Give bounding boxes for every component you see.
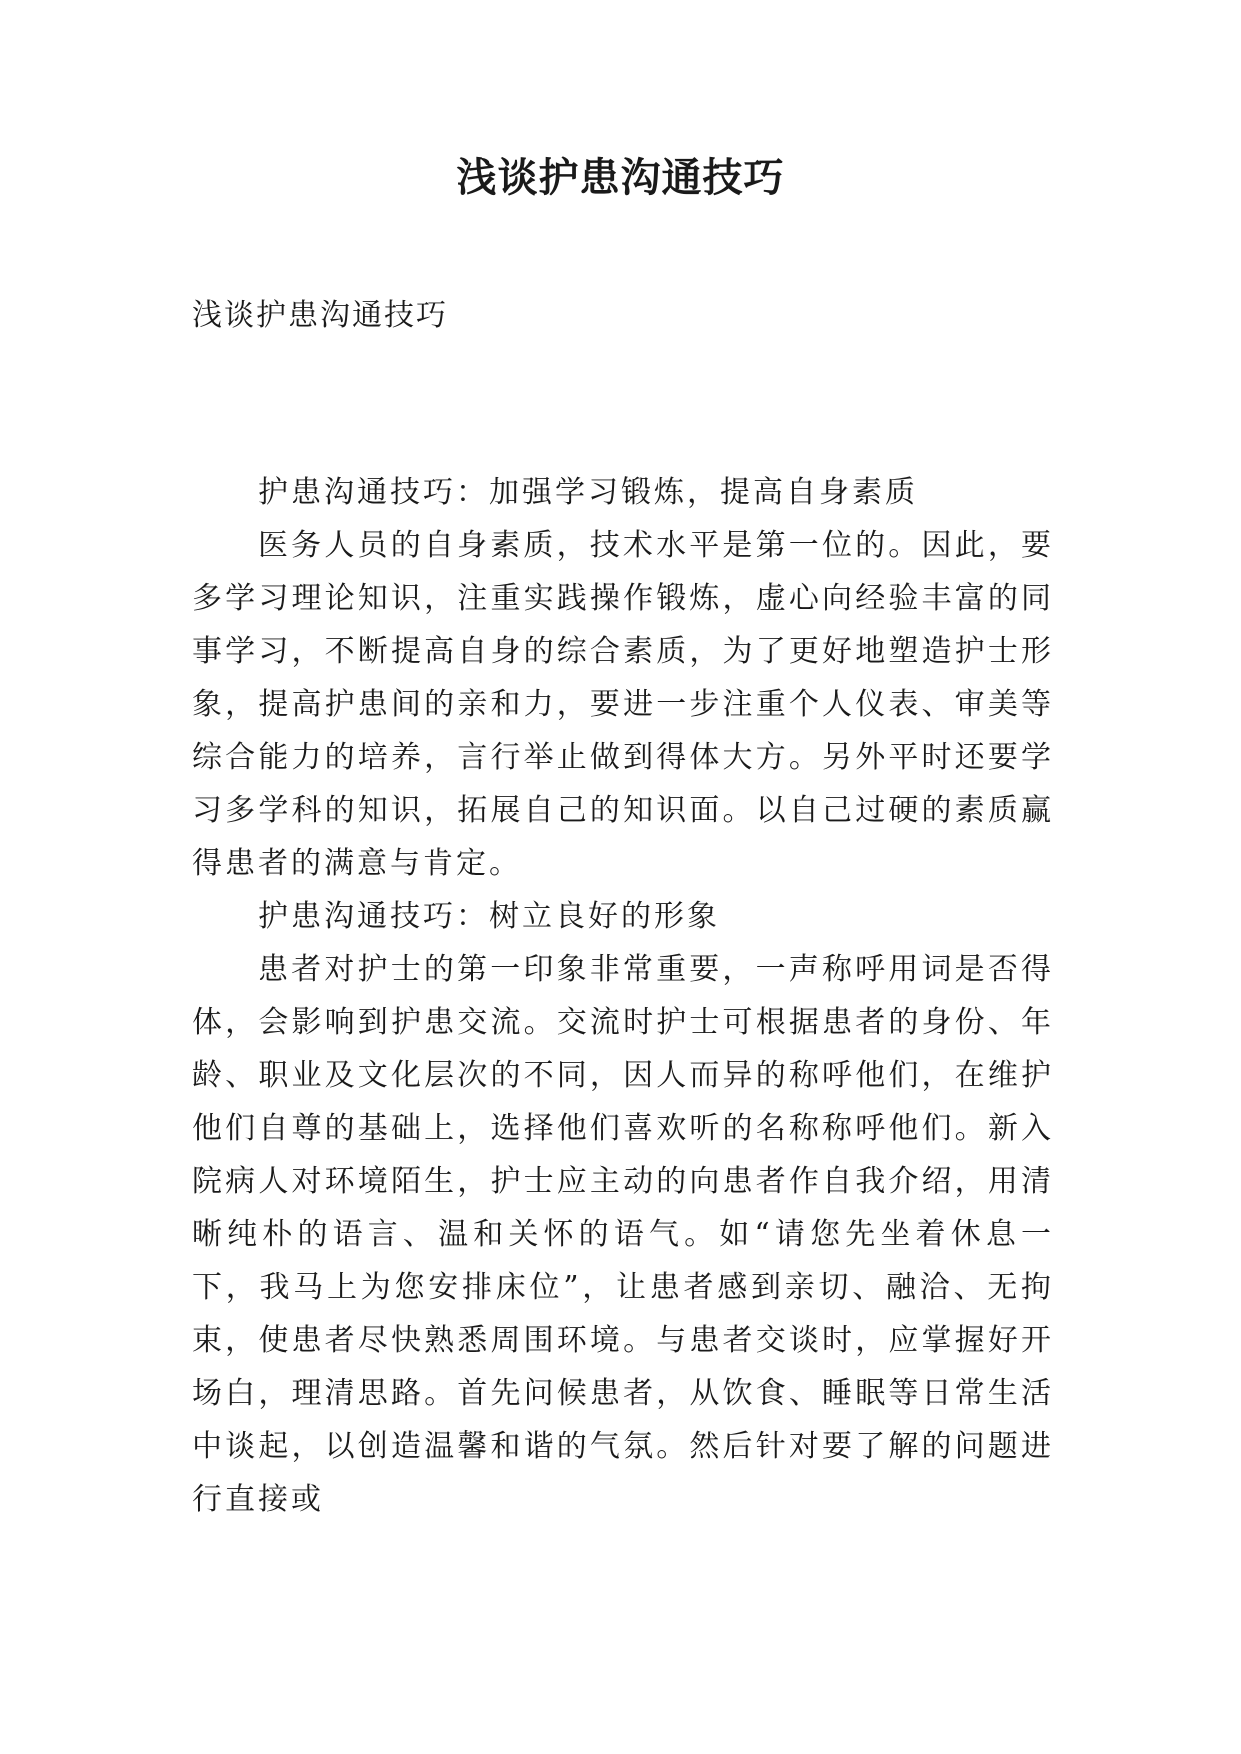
body-paragraph: 患者对护士的第一印象非常重要，一声称呼用词是否得体，会影响到护患交流。交流时护士可根据患者的身份、年龄、职业及文化层次的不同，因人而异的称呼他们，在维护他们自尊的基础上，选择他们喜欢听的名称称呼他们。新入院病人对环境陌生，护士应主动的向患者作自我介绍，用清晰纯朴的语言、温和关怀的语气。如“请您先坐着休息一下，我马上为您安排床位”，让患者感到亲切、融洽、无拘束，使患者尽快熟悉周围环境。与患者交谈时，应掌握好开场白，理清思路。首先问候患者，从饮食、睡眠等日常生活中谈起，以创造温馨和谐的气氛。然后针对要了解的问题进行直接或	[192, 952, 1054, 1517]
document-subtitle: 浅谈护患沟通技巧	[192, 298, 448, 333]
document-body	[192, 466, 1054, 1526]
section-heading: 护患沟通技巧：加强学习锻炼，提高自身素质	[258, 475, 918, 510]
section-heading: 护患沟通技巧：树立良好的形象	[258, 899, 720, 934]
document-title: 浅谈护患沟通技巧	[456, 154, 785, 201]
body-paragraph: 医务人员的自身素质，技术水平是第一位的。因此，要多学习理论知识，注重实践操作锻炼，虚心向经验丰富的同事学习，不断提高自身的综合素质，为了更好地塑造护士形象，提高护患间的亲和力，要进一步注重个人仪表、审美等综合能力的培养，言行举止做到得体大方。另外平时还要学习多学科的知识，拓展自己的知识面。以自己过硬的素质赢得患者的满意与肯定。	[192, 528, 1054, 881]
